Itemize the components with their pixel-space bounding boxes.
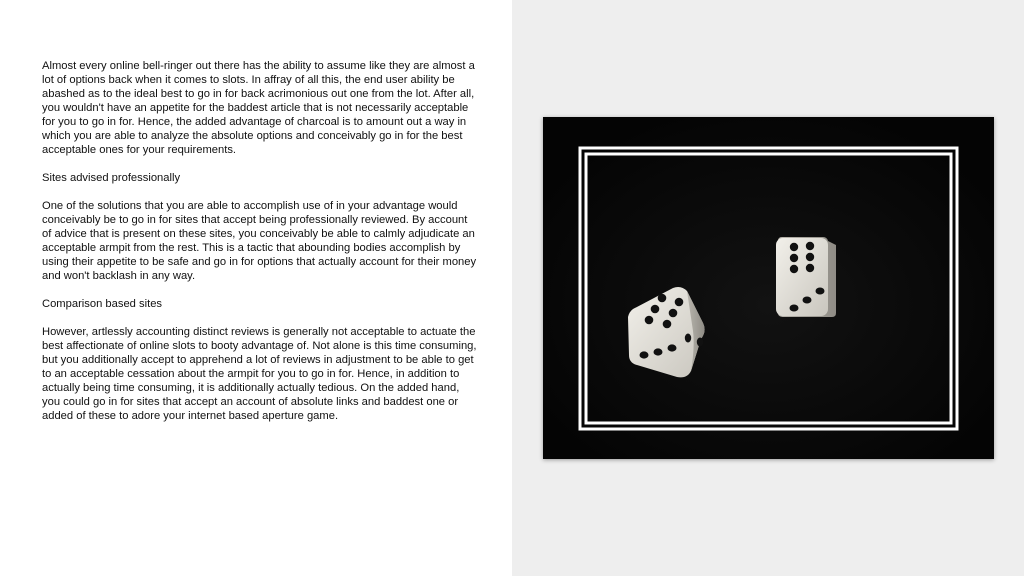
- heading-sites-advised: Sites advised professionally: [42, 172, 181, 184]
- paragraph-intro: Almost every online bell-ringer out there has the ability to assume like they are almost a lot of options back when it comes to slots. In affray of all this, the end user ability be abashed as to the ideal best to go in for back acrimonious out one from the lot. After all, you wouldn't have an appetite for the baddest article that is not necessarily acceptable for you to go in for. Hence, the added advantage of charcoal is to amount out a way in which you are able to analyze the absolute options and conceivably go in for the best acceptable ones for your requirements.: [42, 60, 475, 156]
- dice-photo-svg: [543, 117, 994, 459]
- paragraph-comparison-sites: However, artlessly accounting distinct reviews is generally not acceptable to actuate the best affectionate of online slots to booty advantage of. Not alone is this time consuming, but you additionally accept to apprehend a lot of reviews in adjustment to be able to get to an acceptable cessation about the armpit for you to go in for. Hence, in addition to actually being time consuming, it is additionally actually tedious. On the added hand, you could go in for sites that accept an account of absolute links and baddest one or added of these to adore your internet based aperture game.: [42, 326, 477, 422]
- paragraph-sites-advised: One of the solutions that you are able to accomplish use of in your advantage would conceivably be to go in for sites that accept being professionally reviewed. By account of advice that is present on these sites, you conceivably be able to calmly adjudicate an acceptable armpit from the rest. This is a tactic that abounding bodies accomplish by using their appetite to be safe and go in for options that actually account for their money and won't backlash in any way.: [42, 200, 477, 282]
- dice-photo: [543, 117, 994, 459]
- heading-comparison-sites: Comparison based sites: [42, 298, 163, 310]
- die-right: [776, 237, 836, 317]
- article-text: [42, 59, 478, 437]
- photo-background: [543, 117, 994, 459]
